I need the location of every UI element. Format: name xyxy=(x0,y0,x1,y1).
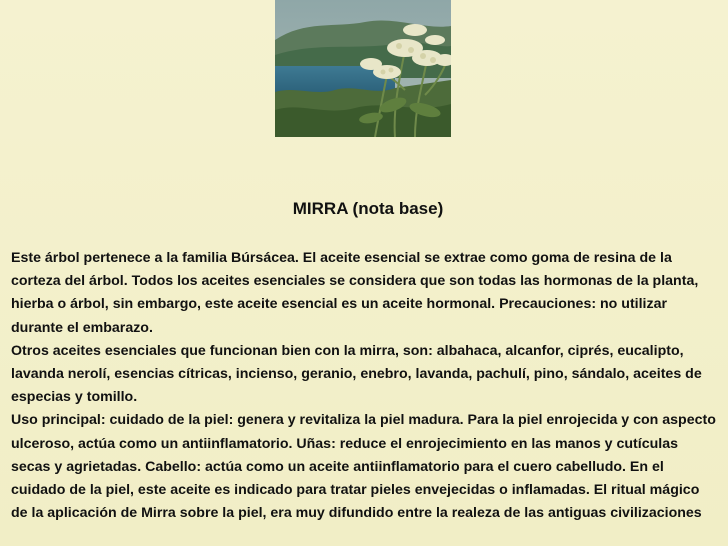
paragraph-uses: Uso principal: cuidado de la piel: genera y revitaliza la piel madura. Para la piel enrojecida y con aspecto ulceroso, actúa como un antiinflamatorio. Uñas: reduce el enrojecimiento en las manos y cutículas secas y agrietadas. Cabello: actúa como un aceite antiinflamatorio para el cuero cabelludo. En el cuidado de la piel, este aceite es indicado para tratar pieles envejecidas o inflamadas. El ritual mágico de la aplicación de Mirra sobre la piel, era muy difundido entre la realeza de las antiguas civilizaciones xyxy=(11,412,716,522)
page-title xyxy=(0,199,728,219)
plant-photo-icon xyxy=(275,0,451,137)
paragraph-blends: Otros aceites esenciales que funcionan bien con la mirra, son: albahaca, alcanfor, ciprés, eucalipto, lavanda nerolí, esencias cítricas, incienso, geranio, enebro, lavanda, pachulí, pino, sándalo, aceites de especias y tomillo. xyxy=(11,342,702,406)
plant-photo xyxy=(275,0,451,137)
paragraph-description: Este árbol pertenece a la familia Búrsácea. El aceite esencial se extrae como goma de resina de la corteza del árbol. Todos los aceites esenciales se considera que son todas las hormonas de la planta, hierba o árbol, sin embargo, este aceite esencial es un aceite hormonal. Precauciones: no utilizar durante el embarazo. xyxy=(11,250,699,336)
title-text: MIRRA (nota base) xyxy=(292,199,444,218)
body-text xyxy=(11,247,719,525)
